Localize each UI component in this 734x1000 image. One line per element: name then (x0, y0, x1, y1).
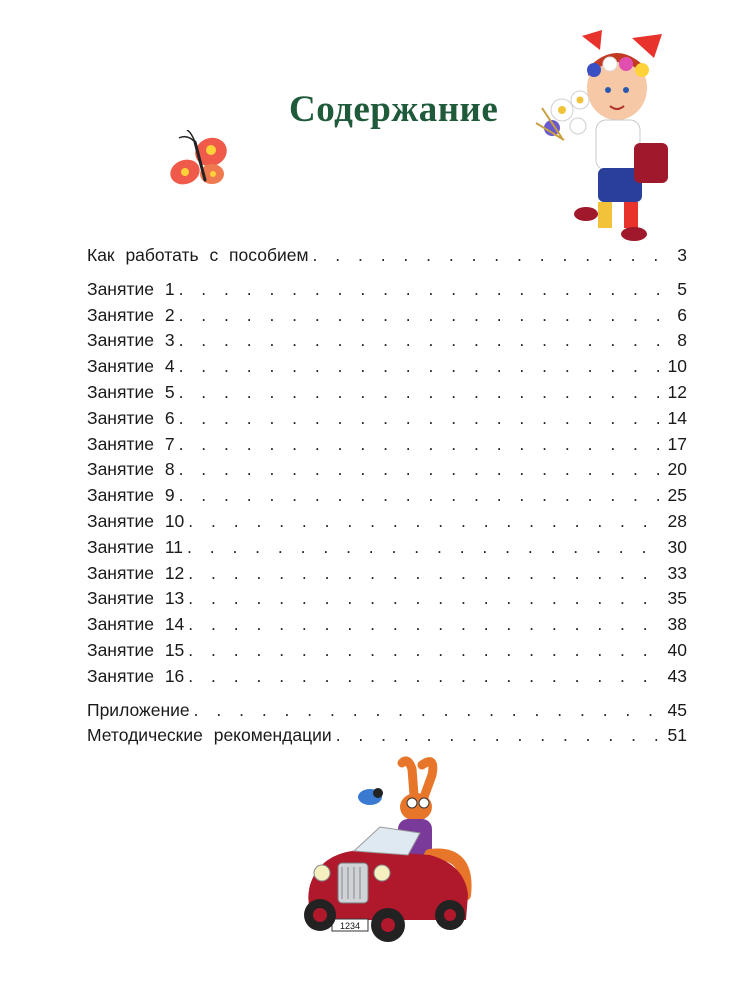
page-title: Содержание (289, 89, 499, 130)
toc-entry[interactable] (87, 243, 687, 269)
dot-leader (179, 328, 661, 354)
toc-entry[interactable] (87, 457, 687, 483)
toc-entry-page: 38 (667, 614, 687, 635)
toc-entry-label: Занятие 2 (87, 304, 175, 325)
toc-entry-page: 43 (667, 665, 687, 686)
dot-leader (336, 723, 661, 749)
toc-entry-page: 12 (667, 381, 687, 402)
toc-entry-label: Занятие 5 (87, 381, 175, 402)
toc-entry-label: Занятие 16 (87, 665, 185, 686)
dot-leader (188, 509, 661, 535)
toc-entry-label: Методические рекомендации (87, 725, 332, 746)
toc-entry-label: Занятие 7 (87, 433, 175, 454)
toc-entry[interactable] (87, 664, 687, 690)
toc-entry-label: Занятие 3 (87, 330, 175, 351)
license-plate: 1234 (339, 921, 361, 931)
toc-entry-label: Занятие 4 (87, 356, 175, 377)
dot-leader (188, 586, 661, 612)
dot-leader (179, 457, 661, 483)
toc-entry[interactable] (87, 509, 687, 535)
toc-entry-page: 28 (667, 510, 687, 531)
toc-entry-page: 14 (667, 407, 687, 428)
toc-entry[interactable] (87, 586, 687, 612)
toc-entry-label: Занятие 10 (87, 510, 185, 531)
toc-entry[interactable] (87, 277, 687, 303)
girl-with-flowers-illustration (522, 28, 672, 243)
toc-entry-page: 3 (677, 245, 687, 265)
dot-leader (179, 483, 661, 509)
kangaroo-car-illustration (290, 755, 490, 950)
toc-entry[interactable] (87, 638, 687, 664)
dot-leader (188, 612, 661, 638)
dot-leader (188, 638, 661, 664)
toc-entry[interactable] (87, 303, 687, 329)
toc-entry[interactable] (87, 432, 687, 458)
toc-entry[interactable] (87, 723, 687, 749)
dot-leader (187, 535, 661, 561)
toc-entry-label: Занятие 1 (87, 278, 175, 299)
dot-leader (179, 303, 661, 329)
table-of-contents (87, 243, 687, 749)
toc-entry-label: Занятие 14 (87, 614, 185, 635)
dot-leader (179, 406, 661, 432)
toc-entry-page: 25 (667, 485, 687, 506)
toc-entry[interactable] (87, 380, 687, 406)
butterfly-illustration (165, 130, 235, 196)
dot-leader (188, 561, 661, 587)
dot-leader (179, 354, 661, 380)
toc-entry-page: 51 (667, 725, 687, 746)
toc-entry-page: 30 (667, 536, 687, 557)
dot-leader (194, 698, 661, 724)
toc-entry-page: 5 (677, 278, 687, 299)
toc-entry-page: 17 (667, 433, 687, 454)
toc-entry-label: Занятие 15 (87, 639, 185, 660)
toc-entry-label: Занятие 6 (87, 407, 175, 428)
toc-entry-label: Как работать с пособием (87, 245, 309, 265)
toc-entry[interactable] (87, 328, 687, 354)
toc-entry-page: 35 (667, 588, 687, 609)
toc-entry[interactable] (87, 535, 687, 561)
dot-leader (179, 380, 661, 406)
toc-entry-page: 45 (667, 699, 687, 720)
toc-entry-page: 33 (667, 562, 687, 583)
toc-entry-page: 20 (667, 459, 687, 480)
dot-leader (179, 432, 661, 458)
toc-entry-page: 40 (667, 639, 687, 660)
toc-entry-label: Занятие 9 (87, 485, 175, 506)
toc-entry[interactable] (87, 612, 687, 638)
toc-entry[interactable] (87, 561, 687, 587)
toc-entry-label: Занятие 11 (87, 536, 183, 557)
toc-entry-label: Занятие 12 (87, 562, 185, 583)
dot-leader (313, 243, 661, 269)
toc-entry[interactable] (87, 698, 687, 724)
toc-entry-page: 6 (677, 304, 687, 325)
toc-entry-page: 10 (667, 356, 687, 377)
toc-entry-page: 8 (677, 330, 687, 351)
toc-entry-label: Приложение (87, 699, 190, 720)
toc-entry[interactable] (87, 483, 687, 509)
toc-entry[interactable] (87, 354, 687, 380)
toc-entry[interactable] (87, 406, 687, 432)
dot-leader (179, 277, 661, 303)
dot-leader (188, 664, 661, 690)
toc-entry-label: Занятие 13 (87, 588, 185, 609)
toc-entry-label: Занятие 8 (87, 459, 175, 480)
